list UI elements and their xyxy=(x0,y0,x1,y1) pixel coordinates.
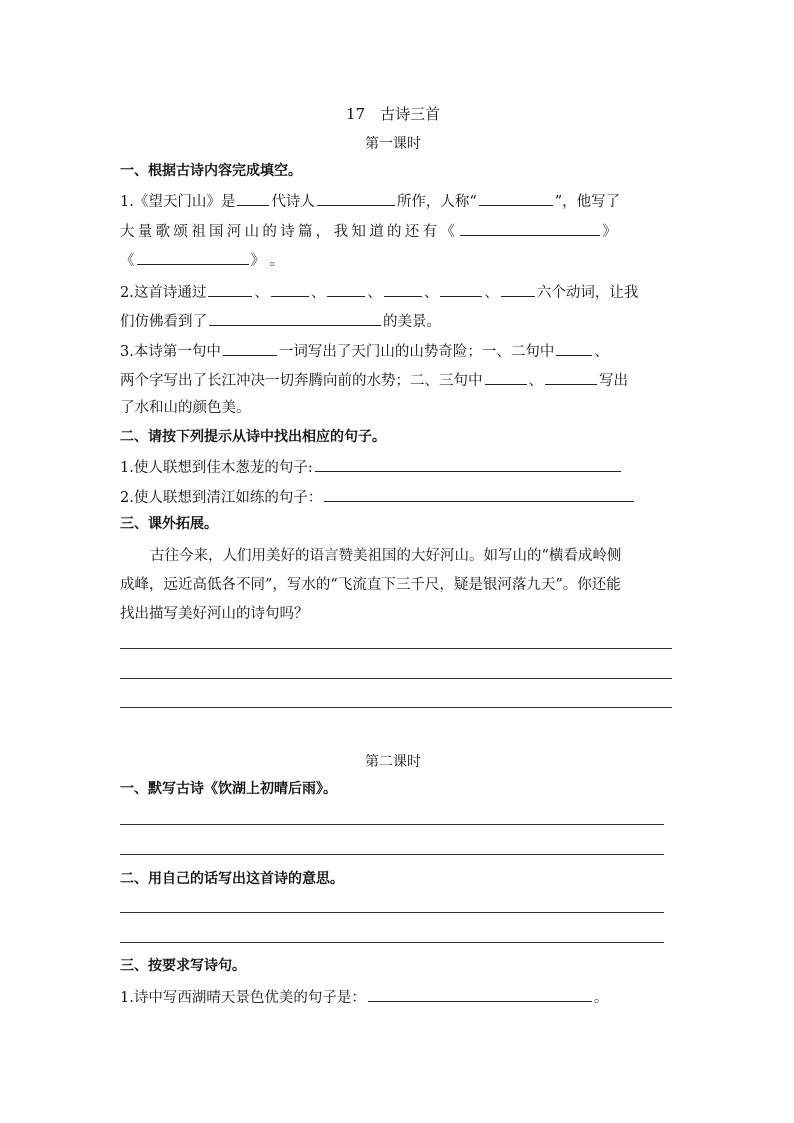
s2-q1-answer-blank[interactable] xyxy=(315,456,621,472)
q3-line3: 了水和山的颜色美。 xyxy=(120,400,251,416)
q2-blank-3[interactable] xyxy=(327,281,365,297)
q2-blank-6[interactable] xyxy=(501,281,535,297)
lesson2-q1: 1.诗中写西湖晴天景色优美的句子是： 。 xyxy=(120,986,608,1008)
answer-line[interactable] xyxy=(120,678,672,679)
lesson2-heading: 第二课时 xyxy=(365,754,421,770)
page-title: 17 古诗三首 xyxy=(346,105,441,123)
q1-blank-dynasty[interactable] xyxy=(237,190,269,206)
q2-blank-4[interactable] xyxy=(384,281,422,297)
lesson2-section2-heading: 二、用自己的话写出这首诗的意思。 xyxy=(120,871,344,887)
q3-line2: 两个字写出了长江冲决一切奔腾向前的水势；二、三句中 、 写出 xyxy=(120,369,628,391)
answer-line[interactable] xyxy=(120,942,664,943)
q3-blank-word[interactable] xyxy=(223,340,277,356)
q1-line3: 《 》 。 xyxy=(120,249,284,271)
q2-blank-5[interactable] xyxy=(440,281,482,297)
lesson2-q1-answer-blank[interactable] xyxy=(368,986,592,1002)
q2-blank-1[interactable] xyxy=(208,281,252,297)
answer-line[interactable] xyxy=(120,707,672,708)
answer-line[interactable] xyxy=(120,854,664,855)
s2-q1: 1.使人联想到佳木葱茏的句子: xyxy=(120,456,623,478)
q2-line2: 们仿佛看到了 的美景。 xyxy=(120,310,441,332)
extension-paragraph-line3: 找出描写美好河山的诗句吗？ xyxy=(120,606,309,622)
q1-line1: 1.《望天门山》是 代诗人 所作，人称“ ”，他写了 xyxy=(120,190,620,212)
lesson2-section3-heading: 三、按要求写诗句。 xyxy=(120,958,246,974)
q2-line1: 2.这首诗通过 、 、 、 、 、 六个动词，让我 xyxy=(120,281,638,303)
section3-heading: 三、课外拓展。 xyxy=(120,516,218,532)
section1-heading: 一、根据古诗内容完成填空。 xyxy=(120,163,302,179)
section2-heading: 二、请按下列提示从诗中找出相应的句子。 xyxy=(120,429,386,445)
q3-blank-color2[interactable] xyxy=(545,369,597,385)
extension-paragraph-line2: 成峰，远近高低各不同”，写水的“飞流直下三千尺，疑是银河落九天”。你还能 xyxy=(120,577,621,593)
s2-q2-answer-blank[interactable] xyxy=(324,486,634,502)
q1-blank-nickname[interactable] xyxy=(479,190,553,206)
q3-blank-color1[interactable] xyxy=(485,369,527,385)
extension-paragraph-line1: 古往今来，人们用美好的语言赞美祖国的大好河山。如写山的“横看成岭侧 xyxy=(150,548,622,564)
lesson2-section1-heading: 一、默写古诗《饮湖上初晴后雨》。 xyxy=(120,781,337,797)
q3-line1: 3.本诗第一句中 一词写出了天门山的山势奇险；一、二句中 、 xyxy=(120,340,609,362)
q1-blank-poet[interactable] xyxy=(317,190,395,206)
answer-line[interactable] xyxy=(120,912,664,913)
q3-blank-char1[interactable] xyxy=(556,340,592,356)
q1-blank-poem2[interactable] xyxy=(137,249,249,265)
q2-blank-2[interactable] xyxy=(271,281,309,297)
answer-line[interactable] xyxy=(120,824,664,825)
answer-line[interactable] xyxy=(120,648,672,649)
s2-q2: 2.使人联想到清江如练的句子： xyxy=(120,486,636,508)
lesson1-heading: 第一课时 xyxy=(365,136,421,152)
q1-blank-poem1[interactable] xyxy=(460,220,600,236)
q1-line2: 大量歌颂祖国河山的诗篇，我知道的还有《 》 xyxy=(120,220,620,242)
q2-blank-scene[interactable] xyxy=(209,310,381,326)
